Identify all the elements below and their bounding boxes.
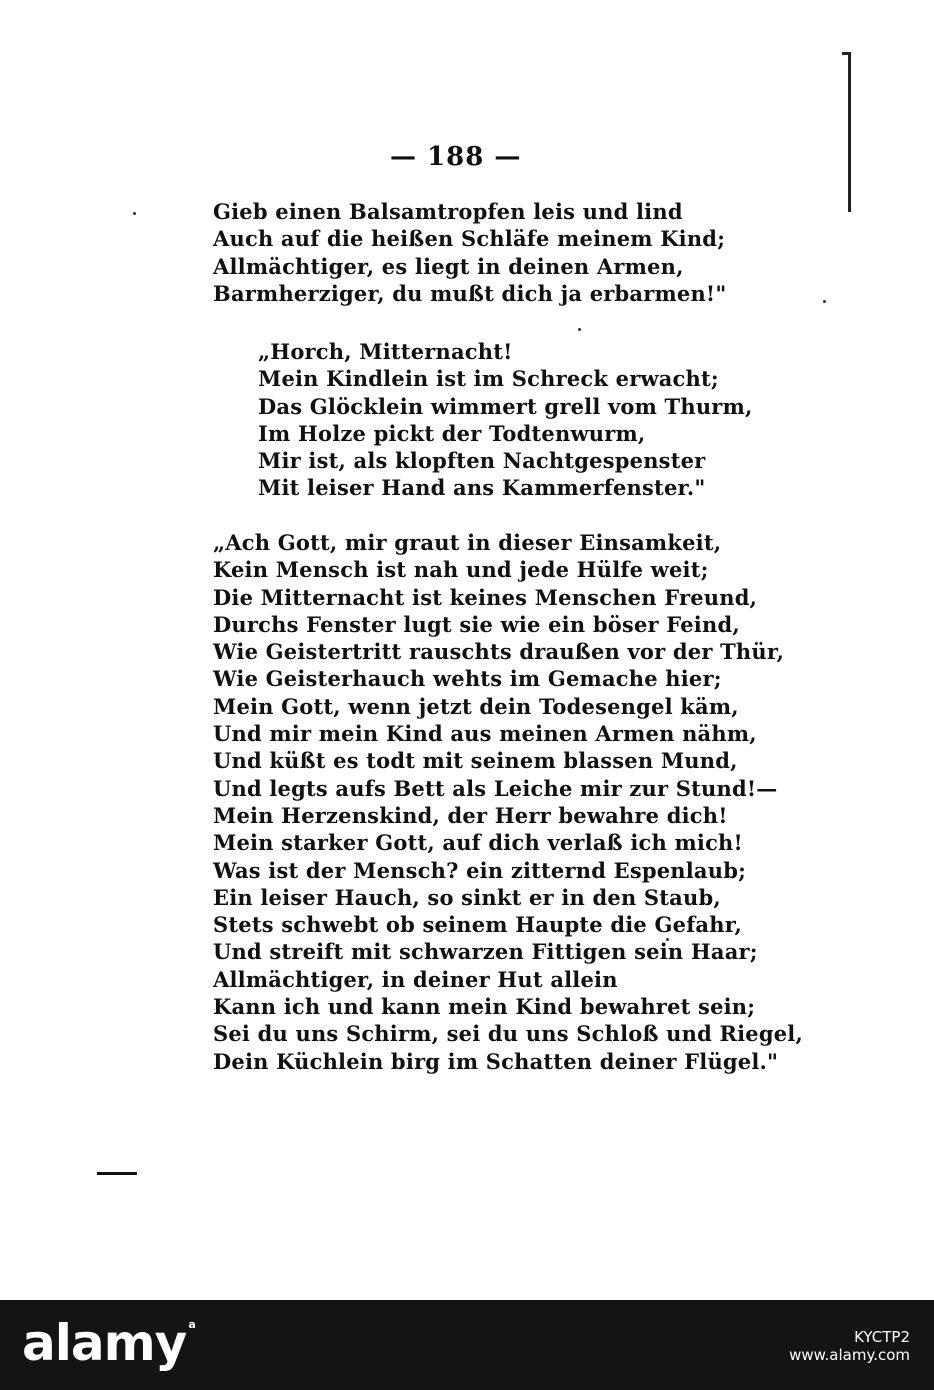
- ink-speck: [823, 300, 826, 303]
- verse-line: Mein Herzenskind, der Herr bewahre dich!: [213, 802, 728, 828]
- stanza-3: [213, 529, 803, 1075]
- verse-line: Wie Geistertritt rauschts draußen vor der Thür,: [213, 639, 785, 665]
- logo-text: alamy: [22, 1314, 187, 1372]
- verse-line: Kann ich und kann mein Kind bewahret sein;: [213, 994, 756, 1020]
- verse-line: Barmherziger, du mußt dich ja erbarmen!": [213, 280, 727, 306]
- verse-line: Und streift mit schwarzen Fittigen sein Haar;: [213, 939, 758, 965]
- verse-line: Mein Kindlein ist im Schreck erwacht;: [258, 366, 719, 392]
- logo-mark: a: [188, 1318, 195, 1331]
- page-number: — 188 —: [390, 142, 522, 172]
- site-url: www.alamy.com: [789, 1346, 910, 1364]
- verse-line: Und küßt es todt mit seinem blassen Mund,: [213, 748, 738, 774]
- verse-line: Auch auf die heißen Schläfe meinem Kind;: [213, 226, 726, 252]
- verse-line: Mit leiser Hand ans Kammerfenster.": [258, 475, 706, 501]
- verse-line: Was ist der Mensch? ein zitternd Espenlaub;: [213, 857, 747, 883]
- image-id: KYCTP2: [854, 1328, 910, 1346]
- ink-speck: [133, 212, 136, 215]
- verse-line: „Ach Gott, mir graut in dieser Einsamkeit,: [213, 530, 722, 555]
- stanza-1: [213, 198, 727, 307]
- verse-line: „Horch, Mitternacht!: [258, 339, 513, 364]
- stanza-2: [258, 338, 753, 502]
- verse-line: Allmächtiger, in deiner Hut allein: [213, 966, 618, 992]
- bottom-rule: [97, 1172, 137, 1175]
- verse-line: Mir ist, als klopften Nachtgespenster: [258, 448, 706, 474]
- verse-line: Kein Mensch ist nah und jede Hülfe weit;: [213, 557, 709, 583]
- verse-line: Und legts aufs Bett als Leiche mir zur Stund!—: [213, 775, 778, 801]
- watermark-footer: [0, 1300, 934, 1390]
- verse-line: Allmächtiger, es liegt in deinen Armen,: [213, 253, 684, 279]
- ink-speck: [578, 328, 581, 331]
- verse-line: Im Holze pickt der Todtenwurm,: [258, 420, 646, 446]
- page-edge-mark: [842, 52, 851, 212]
- verse-line: Sei du uns Schirm, sei du uns Schloß und Riegel,: [213, 1021, 803, 1047]
- verse-line: Die Mitternacht ist keines Menschen Freund,: [213, 584, 758, 610]
- verse-line: Wie Geisterhauch wehts im Gemache hier;: [213, 666, 722, 692]
- verse-line: Dein Küchlein birg im Schatten deiner Flügel.": [213, 1048, 779, 1074]
- verse-line: Ein leiser Hauch, so sinkt er in den Staub,: [213, 884, 721, 910]
- footer-meta: [789, 1328, 910, 1364]
- alamy-logo: [22, 1314, 195, 1372]
- verse-line: Durchs Fenster lugt sie wie ein böser Feind,: [213, 611, 740, 637]
- verse-line: Und mir mein Kind aus meinen Armen nähm,: [213, 721, 757, 747]
- verse-line: Gieb einen Balsamtropfen leis und lind: [213, 199, 683, 224]
- verse-line: Stets schwebt ob seinem Haupte die Gefahr,: [213, 912, 742, 938]
- verse-line: Mein Gott, wenn jetzt dein Todesengel käm,: [213, 693, 739, 719]
- verse-line: Das Glöcklein wimmert grell vom Thurm,: [258, 393, 753, 419]
- verse-line: Mein starker Gott, auf dich verlaß ich mich!: [213, 830, 743, 856]
